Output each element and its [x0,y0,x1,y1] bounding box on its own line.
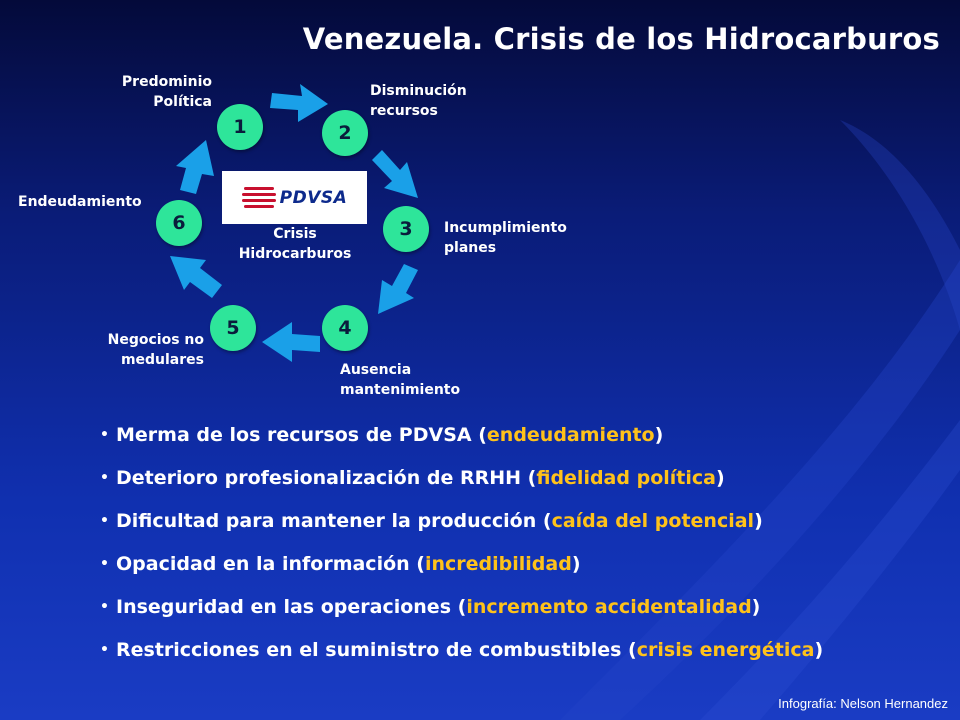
cycle-label-6: Endeudamiento [18,194,142,210]
bullet-dot: • [100,642,109,658]
bullet-dot: • [100,470,109,486]
page-title: Venezuela. Crisis de los Hidrocarburos [302,22,940,56]
arrow-1-2 [270,84,328,122]
credit-text: Infografía: Nelson Hernandez [778,696,948,711]
pdvsa-sun-icon [242,183,276,213]
list-item: • Restricciones en el suministro de combustibles (crisis energética) [100,635,823,678]
bullet-dot: • [100,556,109,572]
list-item: • Dificultad para mantener la producción (caída del potencial) [100,506,823,549]
cycle-label-4: Ausencia mantenimiento [340,362,461,398]
cycle-node-3: 3 [383,206,429,252]
arrow-5-6 [170,256,222,298]
list-item: • Inseguridad en las operaciones (incremento accidentalidad) [100,592,823,635]
bullet-list [100,420,823,678]
list-item: • Opacidad en la información (incredibilidad) [100,549,823,592]
bullet-dot: • [100,513,109,529]
list-item: • Merma de los recursos de PDVSA (endeudamiento) [100,420,823,463]
arrow-3-4 [378,264,418,314]
arrow-2-3 [372,150,418,198]
cycle-node-1: 1 [217,104,263,150]
arrow-6-1 [176,140,214,194]
cycle-label-2: Disminución recursos [370,83,467,119]
cycle-node-4: 4 [322,305,368,351]
cycle-label-3: Incumplimiento planes [444,220,567,256]
cycle-label-1: Predominio Política [121,74,212,110]
cycle-node-6: 6 [156,200,202,246]
list-item: • Deterioro profesionalización de RRHH (fidelidad política) [100,463,823,506]
pdvsa-logo: PDVSA [222,171,367,224]
cycle-node-2: 2 [322,110,368,156]
arrow-4-5 [262,322,320,362]
cycle-node-5: 5 [210,305,256,351]
cycle-label-5: Negocios no medulares [107,332,204,368]
center-caption: Crisis Hidrocarburos [238,226,352,262]
bullet-dot: • [100,427,109,443]
bullet-dot: • [100,599,109,615]
